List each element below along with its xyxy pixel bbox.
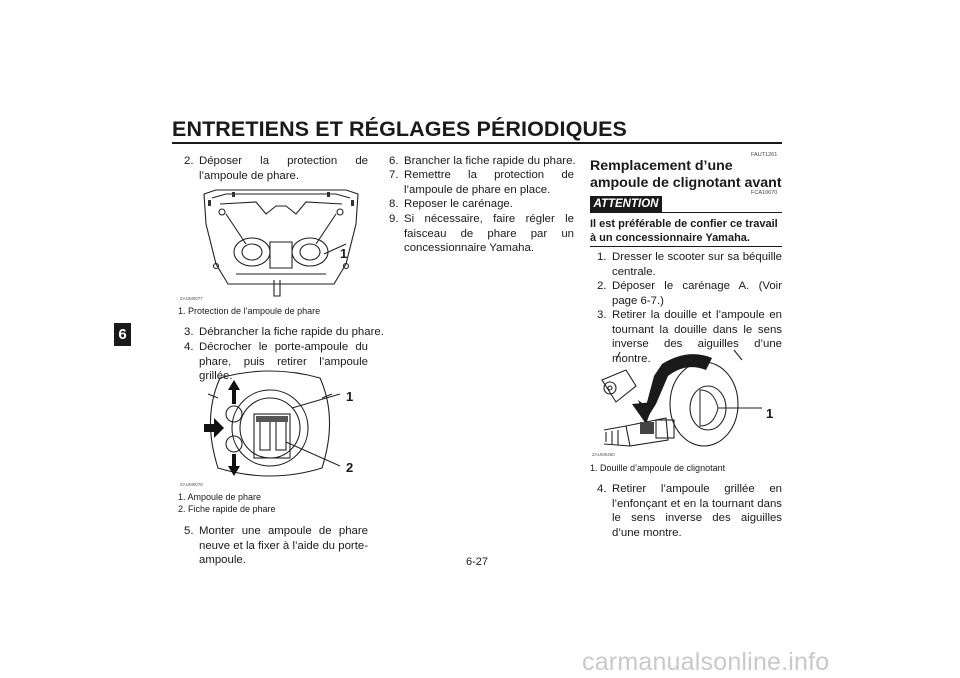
attention-bottom-rule bbox=[590, 246, 782, 247]
step-number: 8. bbox=[389, 198, 399, 210]
figure2-callout-1: 1 bbox=[346, 389, 354, 404]
attention-text: Il est préférable de confier ce travail à un concessionnaire Yamaha. bbox=[590, 218, 778, 244]
step-text: Remettre la protection de l’ampoule de phare en place. bbox=[404, 169, 574, 196]
step-number: 2. bbox=[184, 155, 194, 167]
section-code: FAUT1261 bbox=[751, 152, 778, 158]
figure1-code: ZAUM0077 bbox=[180, 296, 203, 301]
section-title: Remplacement d’une ampoule de clignotant avant bbox=[590, 158, 782, 191]
step-number: 9. bbox=[389, 213, 399, 225]
step-text: Déposer le carénage A. (Voir page 6-7.) bbox=[612, 280, 782, 307]
step-text: Décrocher le porte-ampoule du phare, puis retirer l’ampoule grillée. bbox=[199, 341, 368, 383]
figure-headlight-bulb bbox=[198, 368, 342, 484]
figure3-callout-1: 1 bbox=[766, 406, 774, 421]
step-number: 2. bbox=[597, 280, 607, 292]
step-number: 4. bbox=[184, 341, 194, 353]
step-text: Déposer la protection de l’ampoule de phare. bbox=[199, 155, 368, 182]
step-number: 7. bbox=[389, 169, 399, 181]
attention-rule bbox=[662, 212, 782, 213]
figure2-callout-2: 2 bbox=[346, 460, 354, 475]
figure1-caption: 1. Protection de l’ampoule de phare bbox=[178, 306, 321, 316]
step-text: Dresser le scooter sur sa béquille centrale. bbox=[612, 251, 782, 278]
figure3-caption: 1. Douille d’ampoule de clignotant bbox=[590, 463, 726, 473]
attention-code: FCA10670 bbox=[751, 190, 778, 196]
page-header-title: ENTRETIENS ET RÉGLAGES PÉRIODIQUES bbox=[172, 117, 627, 141]
step-number: 1. bbox=[597, 251, 607, 263]
step-number: 3. bbox=[597, 309, 607, 321]
figure2-caption-1: 1. Ampoule de phare bbox=[178, 492, 262, 502]
watermark: carmanualsonline.info bbox=[582, 648, 830, 676]
attention-label: ATTENTION bbox=[590, 196, 662, 213]
step-number: 6. bbox=[389, 155, 399, 167]
step-text: Débrancher la fiche rapide du phare. bbox=[199, 326, 384, 338]
step-number: 5. bbox=[184, 525, 194, 537]
page-number: 6-27 bbox=[466, 556, 489, 568]
step-text: Reposer le carénage. bbox=[404, 198, 513, 210]
step-text: Retirer l’ampoule grillée en l’enfonçant et en la tournant dans le sens inverse des aiguilles d’une montre. bbox=[612, 483, 782, 539]
step-number: 3. bbox=[184, 326, 194, 338]
step-text: Retirer la douille et l’ampoule en tournant la douille dans le sens inverse des aiguilles d’une montre. bbox=[612, 309, 782, 365]
figure1-callout-1: 1 bbox=[340, 246, 348, 261]
step-text: Monter une ampoule de phare neuve et la fixer à l’aide du porte-ampoule. bbox=[199, 525, 368, 567]
step-text: Brancher la fiche rapide du phare. bbox=[404, 155, 576, 167]
figure3-code: ZAUM0460 bbox=[592, 452, 615, 457]
chapter-tab: 6 bbox=[114, 323, 131, 346]
step-text: Si nécessaire, faire régler le faisceau de phare par un concessionnaire Yamaha. bbox=[404, 213, 574, 255]
figure2-code: ZAUM0078 bbox=[180, 482, 203, 487]
figure2-caption-2: 2. Fiche rapide de phare bbox=[178, 504, 276, 514]
header-rule bbox=[172, 142, 782, 144]
step-number: 4. bbox=[597, 483, 607, 495]
figure-turn-signal-socket bbox=[596, 346, 762, 456]
figure-headlight-cover bbox=[196, 184, 366, 302]
